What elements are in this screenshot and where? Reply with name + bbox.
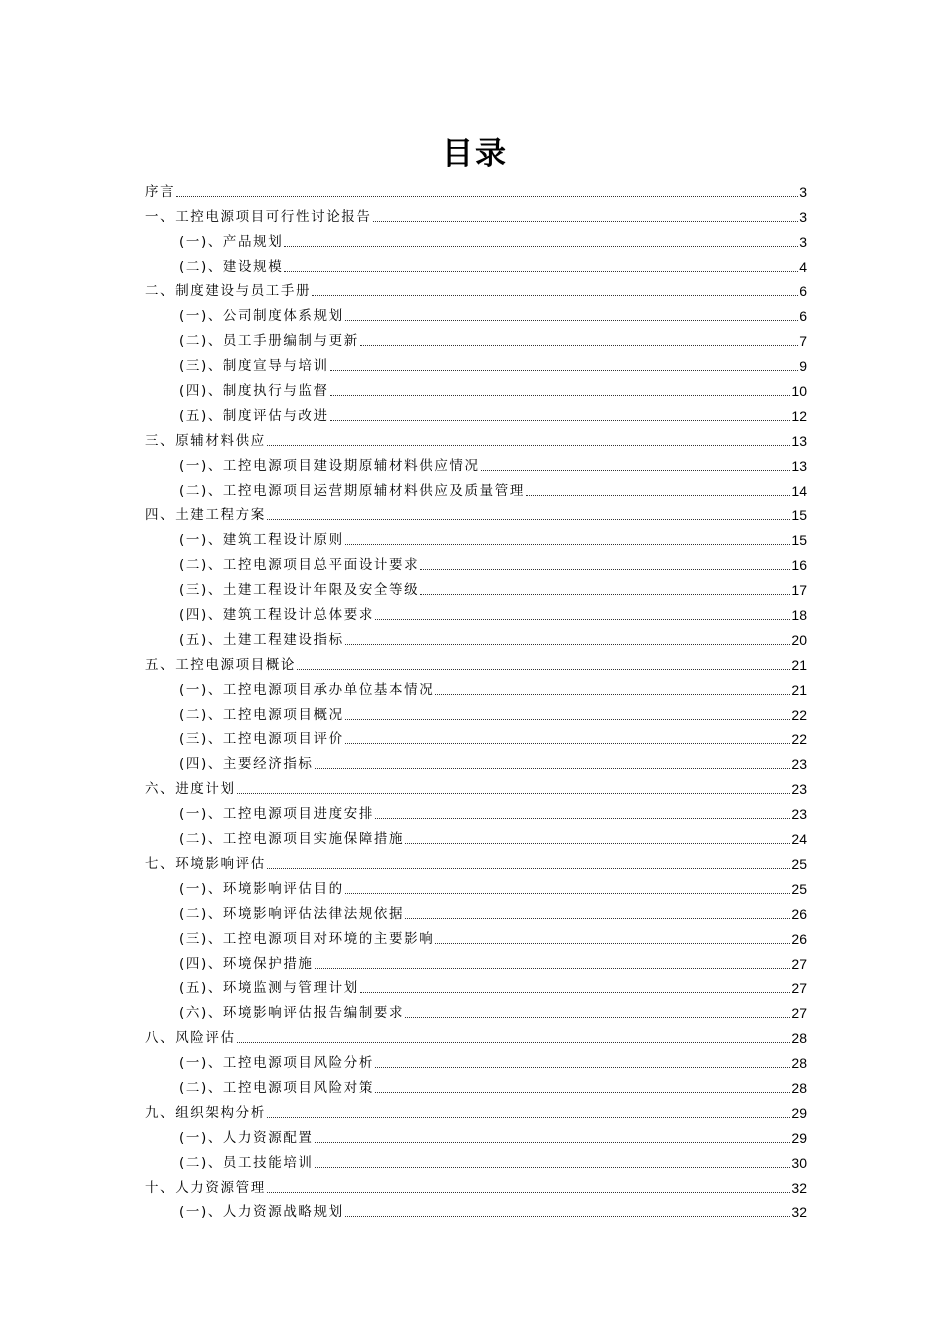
- toc-dot-leader: [237, 1041, 791, 1043]
- toc-dot-leader: [267, 444, 791, 446]
- toc-page-number: 23: [791, 806, 807, 823]
- toc-page-number: 12: [791, 407, 807, 424]
- toc-subentry[interactable]: [145, 948, 807, 973]
- toc-dot-leader: [315, 767, 791, 769]
- toc-entry-label: 六、进度计划: [145, 781, 236, 798]
- toc-page-number: 20: [791, 631, 807, 648]
- toc-subentry[interactable]: [145, 973, 807, 998]
- page-title: 目录: [442, 136, 508, 172]
- table-of-contents: [145, 176, 807, 1221]
- toc-entry-label: (一)、人力资源战略规划: [179, 1204, 344, 1221]
- toc-entry-label: 五、工控电源项目概论: [145, 656, 296, 673]
- toc-dot-leader: [267, 518, 791, 520]
- toc-page-number: 7: [799, 333, 807, 350]
- toc-subentry[interactable]: [145, 400, 807, 425]
- toc-subentry[interactable]: [145, 300, 807, 325]
- toc-entry-label: (二)、员工技能培训: [179, 1154, 314, 1171]
- toc-page-number: 23: [791, 756, 807, 773]
- toc-entry-label: (二)、工控电源项目运营期原辅材料供应及质量管理: [179, 482, 525, 499]
- toc-page-number: 6: [799, 308, 807, 325]
- toc-entry-label: (三)、工控电源项目对环境的主要影响: [179, 930, 435, 947]
- toc-entry-label: 三、原辅材料供应: [145, 432, 266, 449]
- toc-dot-leader: [373, 220, 799, 222]
- toc-entry-label: (二)、工控电源项目风险对策: [179, 1079, 374, 1096]
- toc-dot-leader: [345, 543, 791, 545]
- toc-entry-label: 一、工控电源项目可行性讨论报告: [145, 208, 372, 225]
- toc-dot-leader: [405, 1016, 790, 1018]
- toc-entry-label: 四、土建工程方案: [145, 507, 266, 524]
- toc-page-number: 15: [791, 507, 807, 524]
- toc-page-number: 4: [799, 258, 807, 275]
- toc-page-number: 13: [791, 457, 807, 474]
- toc-entry-label: (一)、工控电源项目承办单位基本情况: [179, 681, 435, 698]
- toc-entry-label: (二)、环境影响评估法律法规依据: [179, 905, 405, 922]
- toc-dot-leader: [267, 1191, 791, 1193]
- toc-entry-label: (五)、土建工程建设指标: [179, 631, 344, 648]
- toc-entry[interactable]: [145, 276, 807, 301]
- toc-dot-leader: [312, 294, 798, 296]
- toc-page-number: 26: [791, 905, 807, 922]
- toc-dot-leader: [330, 419, 791, 421]
- toc-subentry[interactable]: [145, 1072, 807, 1097]
- toc-page-number: 13: [791, 432, 807, 449]
- toc-entry-label: (四)、建筑工程设计总体要求: [179, 607, 374, 624]
- toc-page-number: 28: [791, 1055, 807, 1072]
- toc-subentry[interactable]: [145, 599, 807, 624]
- toc-page-number: 28: [791, 1079, 807, 1096]
- toc-subentry[interactable]: [145, 1122, 807, 1147]
- toc-subentry[interactable]: [145, 549, 807, 574]
- toc-entry-label: (六)、环境影响评估报告编制要求: [179, 1005, 405, 1022]
- toc-subentry[interactable]: [145, 251, 807, 276]
- toc-page-number: 21: [791, 681, 807, 698]
- toc-entry-label: (一)、建筑工程设计原则: [179, 532, 344, 549]
- toc-page-number: 22: [791, 731, 807, 748]
- toc-entry-label: (一)、工控电源项目风险分析: [179, 1055, 374, 1072]
- toc-dot-leader: [375, 1091, 790, 1093]
- toc-subentry[interactable]: [145, 699, 807, 724]
- toc-dot-leader: [526, 494, 790, 496]
- toc-subentry[interactable]: [145, 1147, 807, 1172]
- toc-dot-leader: [435, 942, 790, 944]
- toc-page-number: 14: [791, 482, 807, 499]
- toc-entry[interactable]: [145, 649, 807, 674]
- toc-subentry[interactable]: [145, 923, 807, 948]
- toc-entry[interactable]: [145, 1022, 807, 1047]
- toc-dot-leader: [330, 394, 791, 396]
- toc-entry-label: (三)、工控电源项目评价: [179, 731, 344, 748]
- toc-entry-label: (一)、公司制度体系规划: [179, 308, 344, 325]
- toc-dot-leader: [237, 792, 791, 794]
- toc-page-number: 27: [791, 980, 807, 997]
- toc-dot-leader: [345, 892, 791, 894]
- toc-page-number: 26: [791, 930, 807, 947]
- toc-entry-label: (三)、制度宣导与培训: [179, 358, 329, 375]
- toc-entry-label: (五)、环境监测与管理计划: [179, 980, 359, 997]
- toc-dot-leader: [420, 568, 790, 570]
- toc-entry-label: (一)、产品规划: [179, 233, 284, 250]
- toc-entry-label: (四)、主要经济指标: [179, 756, 314, 773]
- toc-entry[interactable]: [145, 848, 807, 873]
- toc-page-number: 25: [791, 880, 807, 897]
- toc-subentry[interactable]: [145, 898, 807, 923]
- toc-subentry[interactable]: [145, 798, 807, 823]
- toc-subentry[interactable]: [145, 450, 807, 475]
- toc-page-number: 17: [791, 582, 807, 599]
- toc-entry-label: (三)、土建工程设计年限及安全等级: [179, 582, 420, 599]
- toc-dot-leader: [435, 693, 790, 695]
- toc-dot-leader: [345, 1215, 791, 1217]
- toc-dot-leader: [375, 1066, 790, 1068]
- toc-subentry[interactable]: [145, 475, 807, 500]
- toc-entry[interactable]: [145, 201, 807, 226]
- toc-dot-leader: [284, 245, 798, 247]
- toc-page-number: 30: [791, 1154, 807, 1171]
- toc-page-number: 18: [791, 607, 807, 624]
- toc-subentry[interactable]: [145, 1047, 807, 1072]
- toc-page-number: 27: [791, 1005, 807, 1022]
- toc-dot-leader: [345, 742, 791, 744]
- toc-entry-label: (四)、制度执行与监督: [179, 383, 329, 400]
- toc-dot-leader: [315, 967, 791, 969]
- toc-subentry[interactable]: [145, 724, 807, 749]
- toc-entry-label: (四)、环境保护措施: [179, 955, 314, 972]
- toc-entry[interactable]: [145, 425, 807, 450]
- toc-entry-label: (一)、人力资源配置: [179, 1129, 314, 1146]
- toc-page-number: 22: [791, 706, 807, 723]
- toc-page-number: 23: [791, 781, 807, 798]
- toc-entry-label: (二)、员工手册编制与更新: [179, 333, 359, 350]
- toc-page-number: 3: [799, 208, 807, 225]
- toc-dot-leader: [345, 718, 791, 720]
- toc-subentry[interactable]: [145, 350, 807, 375]
- toc-dot-leader: [315, 1166, 791, 1168]
- toc-entry-label: 八、风险评估: [145, 1030, 236, 1047]
- toc-entry-label: (二)、工控电源项目概况: [179, 706, 344, 723]
- toc-subentry[interactable]: [145, 524, 807, 549]
- toc-subentry[interactable]: [145, 674, 807, 699]
- toc-entry-label: (二)、工控电源项目实施保障措施: [179, 831, 405, 848]
- toc-page-number: 29: [791, 1104, 807, 1121]
- toc-page-number: 3: [799, 183, 807, 200]
- toc-page-number: 32: [791, 1204, 807, 1221]
- toc-page-number: 6: [799, 283, 807, 300]
- toc-subentry[interactable]: [145, 997, 807, 1022]
- toc-dot-leader: [420, 593, 790, 595]
- toc-dot-leader: [375, 817, 790, 819]
- toc-page-number: 10: [791, 383, 807, 400]
- toc-entry[interactable]: [145, 773, 807, 798]
- toc-dot-leader: [405, 917, 790, 919]
- toc-entry-label: (一)、工控电源项目进度安排: [179, 806, 374, 823]
- toc-dot-leader: [284, 270, 798, 272]
- toc-page-number: 21: [791, 656, 807, 673]
- toc-dot-leader: [315, 1141, 791, 1143]
- toc-entry[interactable]: [145, 500, 807, 525]
- toc-dot-leader: [481, 469, 791, 471]
- toc-page-number: 9: [799, 358, 807, 375]
- toc-page-number: 16: [791, 557, 807, 574]
- toc-entry-label: 九、组织架构分析: [145, 1104, 266, 1121]
- toc-entry-label: 二、制度建设与员工手册: [145, 283, 312, 300]
- toc-entry-label: 七、环境影响评估: [145, 855, 266, 872]
- toc-subentry[interactable]: [145, 226, 807, 251]
- toc-subentry[interactable]: [145, 873, 807, 898]
- toc-dot-leader: [345, 643, 791, 645]
- toc-dot-leader: [375, 618, 790, 620]
- toc-subentry[interactable]: [145, 823, 807, 848]
- toc-entry-label: (一)、工控电源项目建设期原辅材料供应情况: [179, 457, 480, 474]
- toc-subentry[interactable]: [145, 325, 807, 350]
- toc-entry-label: (五)、制度评估与改进: [179, 407, 329, 424]
- toc-subentry[interactable]: [145, 574, 807, 599]
- toc-entry[interactable]: [145, 1097, 807, 1122]
- toc-entry-label: (二)、建设规模: [179, 258, 284, 275]
- toc-dot-leader: [176, 195, 798, 197]
- toc-entry[interactable]: [145, 1172, 807, 1197]
- toc-dot-leader: [360, 991, 791, 993]
- toc-page-number: 3: [799, 233, 807, 250]
- toc-entry[interactable]: [145, 176, 807, 201]
- toc-page-number: 29: [791, 1129, 807, 1146]
- toc-entry-label: 十、人力资源管理: [145, 1179, 266, 1196]
- toc-page-number: 32: [791, 1179, 807, 1196]
- toc-page-number: 28: [791, 1030, 807, 1047]
- toc-dot-leader: [360, 344, 798, 346]
- toc-entry-label: (二)、工控电源项目总平面设计要求: [179, 557, 420, 574]
- toc-entry-label: (一)、环境影响评估目的: [179, 880, 344, 897]
- toc-dot-leader: [330, 369, 799, 371]
- toc-page-number: 25: [791, 855, 807, 872]
- toc-subentry[interactable]: [145, 1197, 807, 1222]
- toc-dot-leader: [297, 668, 790, 670]
- toc-subentry[interactable]: [145, 375, 807, 400]
- toc-dot-leader: [267, 867, 791, 869]
- toc-page-number: 24: [791, 831, 807, 848]
- toc-dot-leader: [405, 842, 790, 844]
- toc-page-number: 15: [791, 532, 807, 549]
- toc-entry-label: 序言: [145, 183, 176, 200]
- toc-page-number: 27: [791, 955, 807, 972]
- toc-subentry[interactable]: [145, 748, 807, 773]
- toc-dot-leader: [345, 319, 798, 321]
- toc-dot-leader: [267, 1116, 791, 1118]
- toc-subentry[interactable]: [145, 624, 807, 649]
